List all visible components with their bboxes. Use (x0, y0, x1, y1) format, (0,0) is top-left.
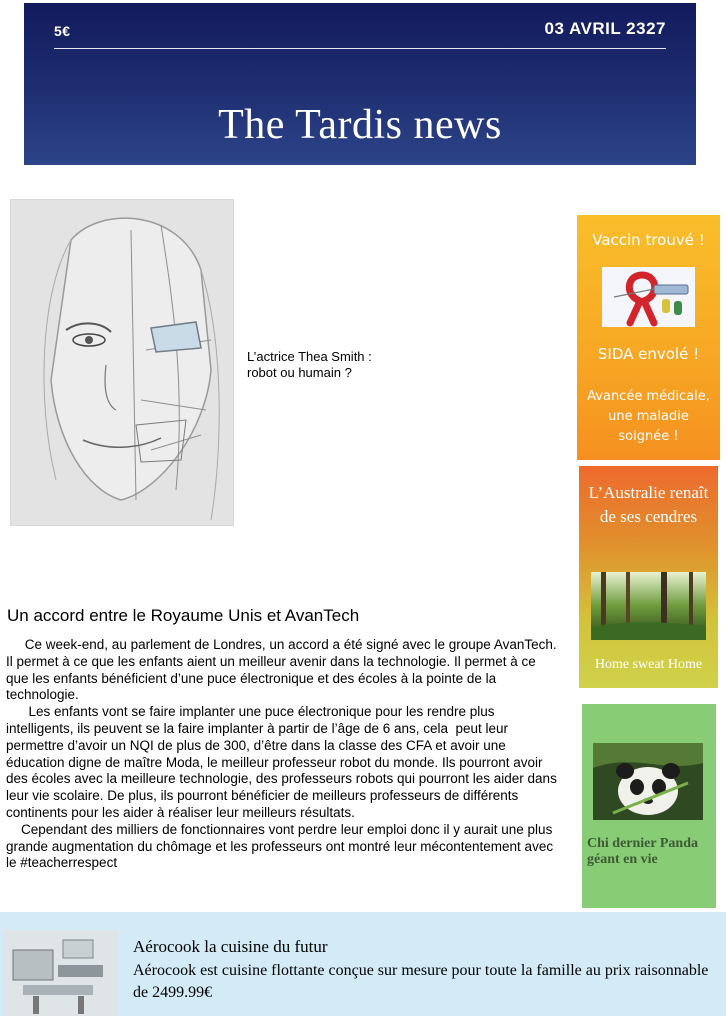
caption-line-1: L’actrice Thea Smith : (247, 349, 372, 364)
article-body (6, 637, 561, 872)
article-paragraph: Ce week-end, au parlement de Londres, un accord a été signé avec le groupe AvanTech. Il permet à ce que les enfants aient un meilleur avenir dans la technologie. Il permet à ce que les enfants bénéficient d’une puce électronique et des écoles à la pointe de la technologie. (6, 637, 561, 703)
article-paragraph: Les enfants vont se faire implanter une puce électronique pour les rendre plus intelligents, ils peuvent se la faire implanter à partir de l’âge de 6 ans, cela peut leur permettre d’avoir un NQI de plus de 300, d’être dans la classe des CFA et avoir une éducation digne de maître Moda, le meilleur professeur robot du monde. Ils pourront avoir des écoles avec la meilleure technologie, des professeurs robots qui pourront les aider dans leur vie scolaire. De plus, ils pourront bénéficier de meilleurs professeurs de différents continents pour les aider à réaliser leur meilleurs résultats. (6, 704, 561, 820)
australia-title: L’Australie renaît de ses cendres (588, 483, 709, 526)
caption-line-2: robot ou humain ? (247, 365, 352, 380)
issue-price: 5€ (54, 23, 71, 39)
panda-news-box (582, 704, 716, 908)
vaccine-title: Vaccin trouvé ! (592, 231, 705, 249)
panda-image (593, 743, 703, 820)
vaccine-subtitle: SIDA envolé ! (597, 345, 700, 363)
vaccine-news-box (577, 215, 720, 460)
advertisement-banner (0, 912, 726, 1016)
newspaper-title: The Tardis news (218, 102, 502, 149)
panda-title: Chi dernier Panda géant en vie (587, 836, 698, 867)
masthead-divider (54, 48, 666, 49)
australia-caption: Home sweat Home (594, 657, 703, 672)
forest-image (591, 572, 706, 640)
ad-title: Aérocook la cuisine du futur (133, 937, 328, 956)
vaccine-image (602, 267, 695, 327)
ad-text: Aérocook est cuisine flottante conçue sur mesure pour toute la famille au prix raisonnable de 2499.99€ (133, 962, 717, 1001)
issue-date: 03 AVRIL 2327 (544, 19, 666, 38)
article-paragraph: Cependant des milliers de fonctionnaires vont perdre leur emploi donc il y aurait une plus grande augmentation du chômage et les professeurs ont montré leur mécontentement avec le #teacherrespect (6, 821, 557, 871)
masthead (24, 3, 696, 165)
feature-caption (247, 349, 417, 381)
article-headline: Un accord entre le Royaume Unis et AvanTech (7, 606, 360, 626)
kitchen-image (3, 930, 118, 1016)
vaccine-text: Avancée médicale, une maladie soignée ! (587, 389, 710, 444)
portrait-drawing (10, 199, 234, 526)
australia-news-box (579, 466, 718, 688)
